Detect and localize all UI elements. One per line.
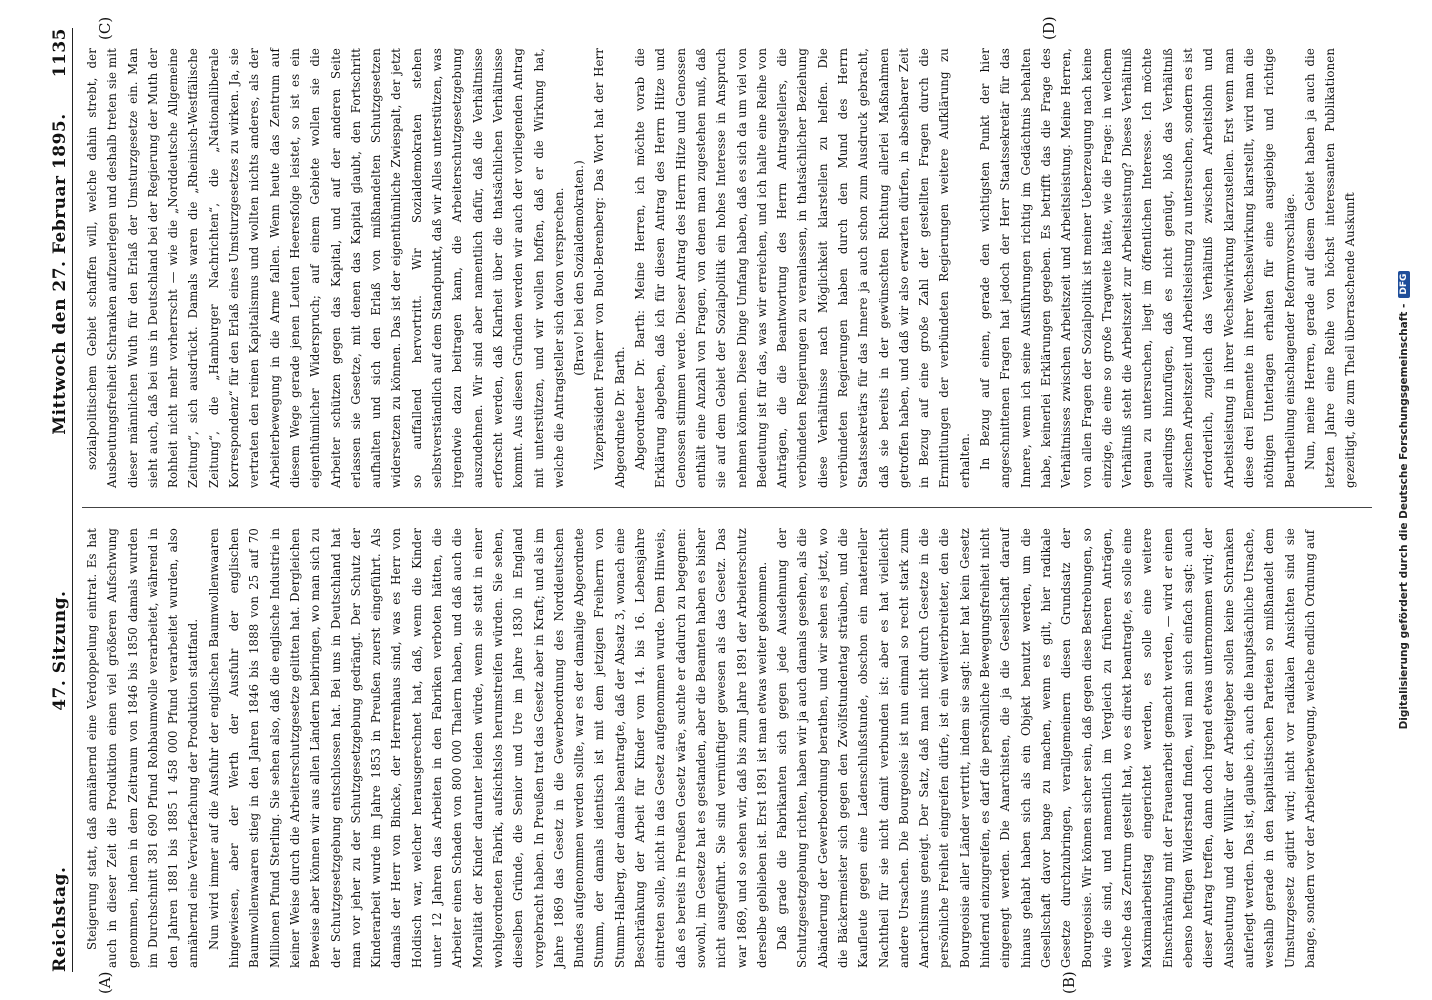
left-paragraph-1: Steigerung statt, daß annähernd eine Verdoppelung eintrat. Es hat auch in dieser Zeit die Produktion einen viel größeren Aufschwung genommen, indem in dem Zeitraum von 1846 bis 1850 damals wurden im Durchschnitt 381 690 Pfund Rohbaumwolle verarbeitet, während in den Jahren 1881 bis 1885 1 458 000 Pfund verarbeitet wurden, also annähernd eine Vervierfachung der Produktion stattfand.: [85, 528, 201, 968]
dfg-logo: DFG: [1398, 271, 1410, 298]
margin-marker-a: (A): [96, 971, 114, 994]
header-right-group: [50, 28, 70, 435]
right-column: [82, 48, 1372, 488]
page-number: 1135: [50, 28, 70, 78]
column-divider: [82, 507, 1372, 508]
digitization-credit: [1394, 50, 1414, 950]
margin-marker-d: (D): [1040, 16, 1058, 40]
header-left: Reichstag.: [50, 866, 70, 972]
right-paragraph-4: In Bezug auf einen, gerade den wichtigsten Punkt der hier angeschnittenen Fragen hat jedoch der Herr Staatssekretär für das Innere, wenn ich seine Ausführungen richtig im Gedächtnis behalten habe, keinerlei Erklärungen gegeben. Es betrifft das die Frage des Verhältnisses zwischen Arbeitszeit und Arbeitsleistung. Meine Herren, von allen Fragen der Sozialpolitik ist meiner Ueberzeugung nach keine einzige, die eine so große Tragweite hätte, wie die Frage: in welchem Verhältniß steht die Arbeitszeit zur Arbeitsleistung? Dieses Verhältniß genau zu untersuchen, liegt im öffentlichen Interesse. Ich möchte allerdings hinzufügen, daß es nicht genügt, bloß das Verhältniß zwischen Arbeitszeit und Arbeitsleistung zu untersuchen, sondern es ist erforderlich, zugleich das Verhältniß zwischen Arbeitslohn und Arbeitsleistung in ihrer Wechselwirkung klarzustellen. Erst wenn man diese drei Elemente in ihrer Wechselwirkung klarstellt, wird man die nöthigen Unterlagen erhalten für eine ausgiebige und richtige Beurtheilung einschlagender Reformvorschläge.: [978, 48, 1297, 488]
right-paragraph-3: Abgeordneter Dr. Barth: Meine Herren, ich möchte vorab die Erklärung abgeben, daß ich für diesen Antrag des Herrn Hitze und Genossen stimmen werde. Dieser Antrag des Herrn Hitze und Genossen enthält eine Anzahl von Fragen, von denen man zugestehen muß, daß sie auf dem Gebiet der Sozialpolitik ein hohes Interesse in Anspruch nehmen können. Diese Dinge Umfang haben, daß es sich da um viel von Bedeutung ist für das, was wir erreichen, und ich halte eine Reihe von Anträgen, die die Beantwortung des Herrn Antragstellers, die verbündeten Regierungen zu veranlassen, in thatsächlicher Beziehung diese Verhältnisse nach Möglichkeit klarstellen zu helfen. Die verbündeten Regierungen haben durch den Mund des Herrn Staatssekretärs für das Innere ja auch schon zum Ausdruck gebracht, daß sie bereits in der gewünschten Richtung allerlei Maßnahmen getroffen haben, und daß wir also erwarten dürfen, in absehbarer Zeit in Bezug auf eine große Zahl der gestellten Fragen durch die Ermittlungen der verbündeten Regierungen weitere Aufklärung zu erhalten.: [633, 48, 972, 488]
left-column: [82, 528, 1372, 968]
right-paragraph-speaker-intro: Vizepräsident Freiherr von Buol-Berenberg: Das Wort hat der Herr Abgeordnete Dr. Barth.: [592, 48, 627, 488]
margin-marker-b: (B): [1060, 971, 1078, 994]
right-paragraph-5: Nun, meine Herren, gerade auf diesem Gebiet haben ja auch die letzten Jahre eine Reihe von höchst interessanten Publikationen gezeitigt, die zum Theil überraschende Auskunft: [1302, 48, 1358, 488]
header-date: Mittwoch den 27. Februar 1895.: [50, 113, 70, 435]
credit-text: Digitalisierung gefördert durch die Deutsche Forschungsgemeinschaft -: [1398, 303, 1410, 730]
header-session: 47. Sitzung.: [50, 590, 70, 711]
right-paragraph-1: sozialpolitischem Gebiet schaffen will, welche dahin strebt, der Ausbeutungsfreiheit Schranken aufzuerlegen und deshalb treten sie mit dieser männlichen Wuth für den Erlaß der Umsturzgesetze ein. Man sieht auch, daß bei uns in Deutschland bei der Regierung der Muth der Rohheit nicht mehr vorherrscht — wie die „Norddeutsche Allgemeine Zeitung“, sich ausdrückt. Damals waren die „Rheinisch-Westfälische Zeitung“, die „Hamburger Nachrichten“, die „Nationalliberale Korrespondenz“ für den Erlaß eines Umsturzgesetzes zu wirken. Ja, sie vertraten den reinen Kapitalismus und wollten nichts anderes, als der Arbeiterbewegung in die Arme fallen. Wenn heute das Zentrum auf diesem Wege gerade jenen Leuten Heeresfolge leistet, so ist es ein eigenthümlicher Widerspruch; auf einem Gebiete wollen sie die Arbeiter schützen gegen das Kapital, und auf der anderen Seite erlassen sie Gesetze, mit denen das Kapital glaubt, den Fortschritt aufhalten und sich den Erlaß von mißhandelten Schutzgesetzen widersetzen zu können. Das ist der eigenthümliche Zwiespalt, der jetzt so auffallend hervortritt. Wir Sozialdemokraten stehen selbstverständlich auf dem Standpunkt, daß wir Alles unterstützen, was irgendwie dazu beitragen kann, die Arbeiterschutzgesetzgebung auszudehnen. Wir sind aber namentlich dafür, daß die Verhältnisse erforscht werden, daß Klarheit über die thatsächlichen Verhältnisse kommt. Aus diesen Gründen werden wir auch der vorliegenden Antrag mit unterstützen, und wir wollen hoffen, daß er die Wirkung hat, welche die Antragsteller sich davon versprechen.: [85, 48, 566, 488]
left-paragraph-2: Nun wird immer auf die Ausfuhr der englischen Baumwollenwaaren hingewiesen, aber der Werth der Ausfuhr der englischen Baumwollenwaaren stieg in den Jahren 1846 bis 1888 von 25 auf 70 Millionen Pfund Sterling. Sie sehen also, daß die englische Industrie in keiner Weise durch die Arbeiterschutzgesetze gelitten hat. Dergleichen Beweise aber können wir aus allen Ländern beibringen, wo man sich zu der Schutzgesetzgebung entschlossen hat. Bei uns in Deutschland hat man vor jeher zu der Schutzgesetzgebung gedrängt. Der Schutz der Kinderarbeit wurde im Jahre 1853 in Preußen zuerst eingeführt. Als damals der Herr von Bincke, der Herrenhaus sind, was es Herr von Holdisch war, welcher herausgerechnet hat, daß, wenn die Kinder unter 12 Jahren das Arbeiten in den Fabriken verboten hätten, die Arbeiter einen Schaden von 800 000 Thalern haben, und daß auch die Moralität der Kinder darunter leiden würde, wenn sie statt in einer wohlgeordneten Fabrik, aufsichtslos herumstreifen würden. Sie sehen, dieselben Gründe, die Senior und Ure im Jahre 1830 in England vorgebracht haben. In Preußen trat das Gesetz aber in Kraft; und als im Jahre 1869 das Gesetz in die Gewerbeordnung des Norddeutschen Bundes aufgenommen werden sollte, war es der damalige Abgeordnete Stumm, der damals identisch ist mit dem jetzigen Freiherrn von Stumm-Halberg, der damals beantragte, daß der Absatz 3, wonach eine Beschränkung der Arbeit für Kinder vom 14. bis 16. Lebensjahre eintreten solle, nicht in das Gesetz aufgenommen wurde. Dem Hinweis, daß es bereits in Preußen Gesetz wäre, suchte er dadurch zu begegnen: sowohl, im Gesetze hat es gestanden, aber die Beamten haben es bisher nicht ausgeführt. Sie sind vernünftiger gewesen als das Gesetz. Das war 1869, und so sehen wir, daß bis zum Jahre 1891 der Arbeiterschutz derselbe geblieben ist. Erst 1891 ist man etwas weiter gekommen.: [206, 528, 769, 968]
left-paragraph-3: Daß grade die Fabrikanten sich gegen jede Ausdehnung der Schutzgesetzgebung richten, haben wir ja auch damals gesehen, als die Abänderung der Gewerbeordnung berathen, und wir sehen es jetzt, wo die Bäckermeister sich gegen den Zwölfstundentag sträuben, und die Kaufleute gegen eine Ladenschlußstunde, obschon ein materieller Nachtheil für sie nicht damit verbunden ist: aber es hat vielleicht andere Ursachen. Die Bourgeoisie ist nun einmal so recht stark zum Anarchismus geneigt. Der Satz, daß man nicht durch Gesetze in die persönliche Freiheit eingreifen dürfe, ist ein weitverbreiteter, den die Bourgeoisie aller Länder vertritt, indem sie sagt: hier hat kein Gesetz hindernd einzugreifen, es darf die persönliche Bewegungsfreiheit nicht eingeengt werden. Die Anarchisten, die ja die Gesellschaft darauf hinaus gehabt haben sich als ein Objekt benutzt werden, um die Gesellschaft davor bange zu machen, wenn es gilt, hier radikale Gesetze durchzubringen, verallgemeinern diesen Grundsatz der Bourgeoisie. Wir können sicher sein, daß gegen diese Bestrebungen, so wie die sind, und namentlich im Vergleich zu früheren Anträgen, welche das Zentrum gestellt hat, wo es direkt beantragte, es solle eine Maximalarbeitstag eingerichtet werden, es solle eine weitere Einschränkung mit der Frauenarbeit gemacht werden, — wird er einen ebenso heftigen Widerstand finden, weil man sich einfach sagt: auch dieser Antrag treffen, dann doch irgend etwas unternommen wird; der Ausbeutung und der Willkür der Arbeitgeber sollen keine Schranken auferlegt werden. Das ist, glaube ich, auch die hauptsächliche Ursache, weshalb gerade in den kapitalistischen Parteien so mißhandelt dem Umsturzgesetz agitirt wird; nicht vor radikalen Ansichten sind sie bange, sondern vor der Arbeiterbewegung, welche endlich Ordnung auf: [775, 528, 1317, 968]
page-header: [40, 28, 70, 972]
margin-marker-c: (C): [96, 16, 114, 40]
header-divider: [72, 28, 73, 972]
applause-note: (Bravo! bei den Sozialdemokraten.): [572, 160, 587, 376]
